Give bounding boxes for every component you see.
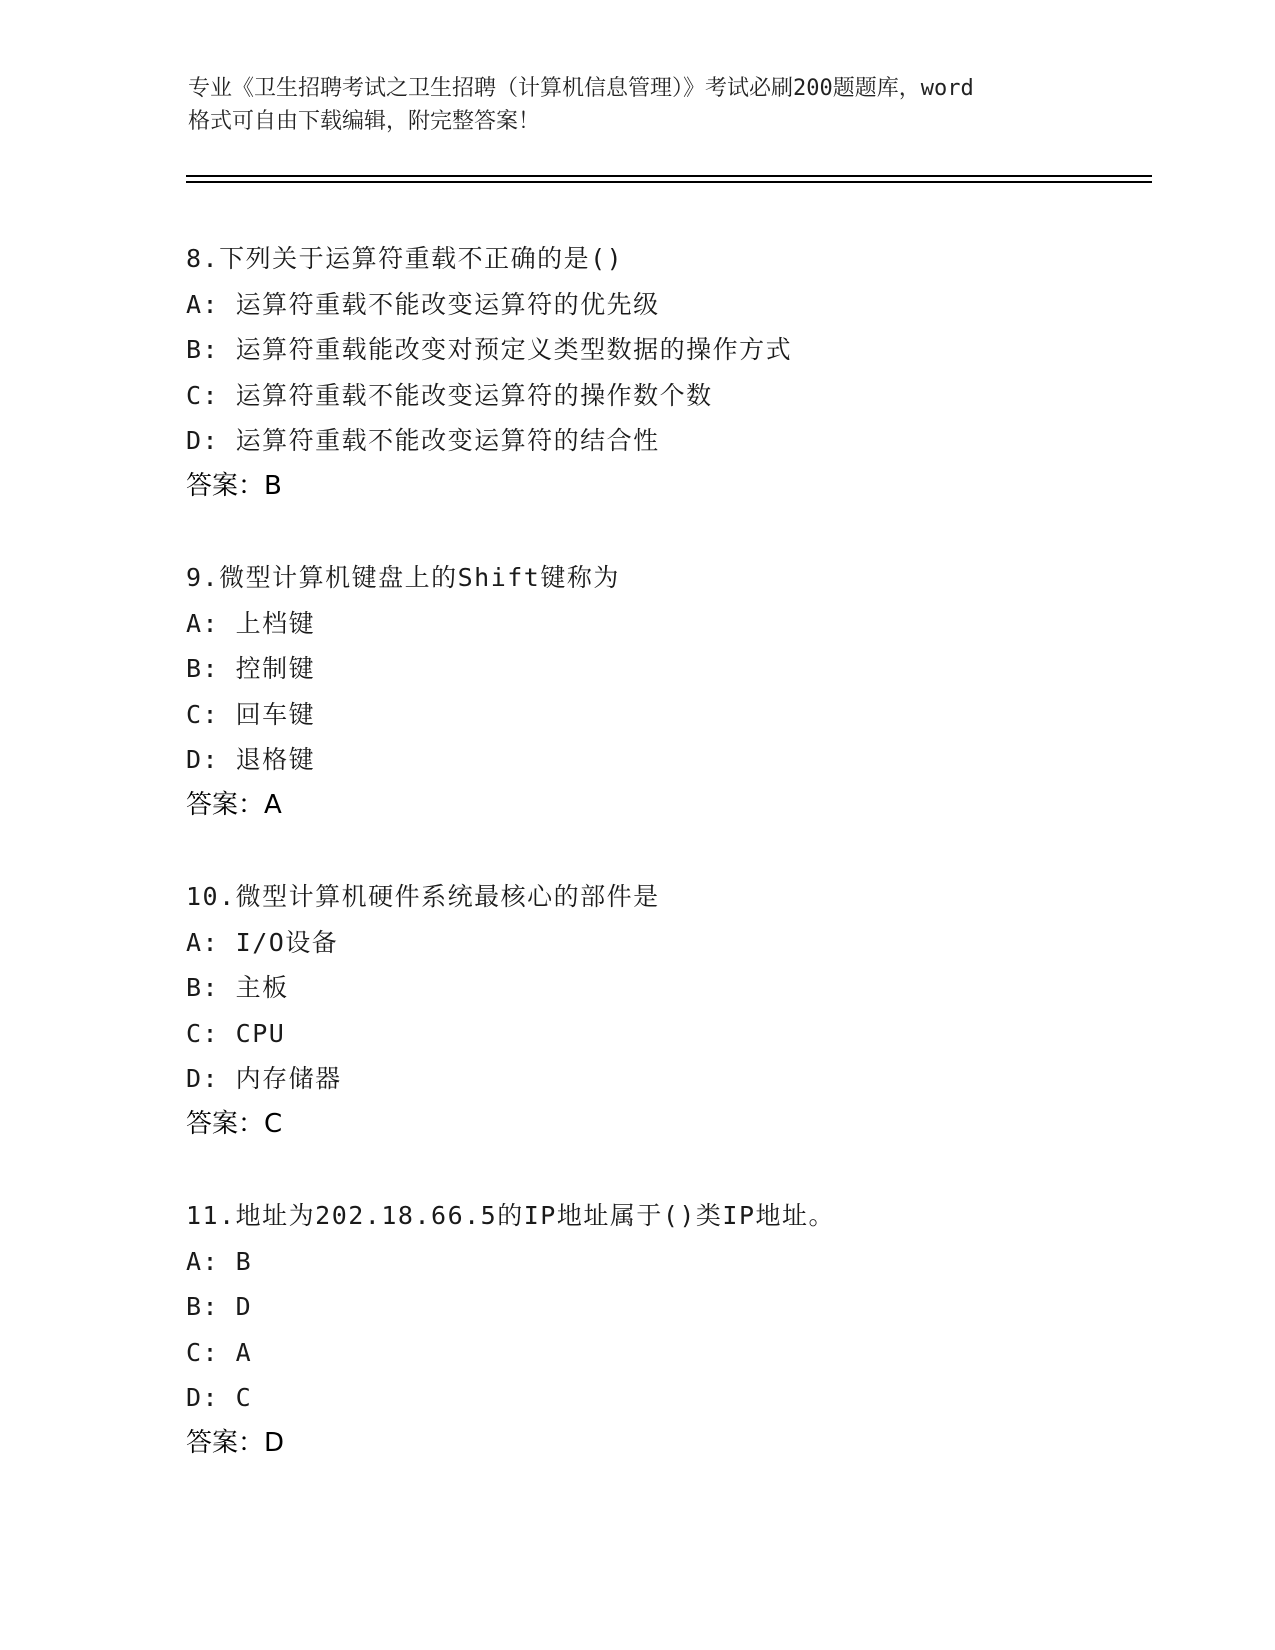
option-d: D: 运算符重载不能改变运算符的结合性 [186,426,660,455]
option-d: D: 内存储器 [186,1064,342,1093]
question-stem: 10.微型计算机硬件系统最核心的部件是 [186,882,660,911]
option-d: D: 退格键 [186,745,316,774]
question-10 [186,874,1166,1147]
option-b: B: 主板 [186,973,289,1002]
answer-label: 答案：B [186,470,282,501]
option-a: A: 运算符重载不能改变运算符的优先级 [186,289,660,319]
option-c: C: A [186,1337,253,1367]
option-d: D: C [186,1383,253,1412]
header-title-line-1: 专业《卫生招聘考试之卫生招聘（计算机信息管理）》考试必刷200题题库，word [188,76,974,101]
option-a: A: 上档键 [186,608,316,638]
option-c: C: 运算符重载不能改变运算符的操作数个数 [186,380,713,410]
answer-label: 答案：A [186,789,282,820]
option-c: C: CPU [186,1018,286,1048]
option-a: A: B [186,1246,253,1276]
question-stem: 8.下列关于运算符重载不正确的是() [186,244,624,273]
question-8 [186,236,1166,509]
option-b: B: 运算符重载能改变对预定义类型数据的操作方式 [186,335,793,364]
question-9 [186,555,1166,828]
question-11 [186,1193,1166,1466]
header-title-line-2: 格式可自由下载编辑，附完整答案！ [188,109,541,134]
answer-label: 答案：C [186,1108,283,1139]
option-b: B: D [186,1292,253,1321]
document-header [188,72,1088,138]
question-stem: 9.微型计算机键盘上的Shift键称为 [186,563,620,592]
header-divider-top [186,175,1152,177]
header-divider-bottom [186,181,1152,183]
answer-label: 答案：D [186,1427,285,1458]
option-b: B: 控制键 [186,654,316,683]
question-stem: 11.地址为202.18.66.5的IP地址属于()类IP地址。 [186,1201,836,1230]
option-a: A: I/O设备 [186,927,339,957]
option-c: C: 回车键 [186,699,316,729]
